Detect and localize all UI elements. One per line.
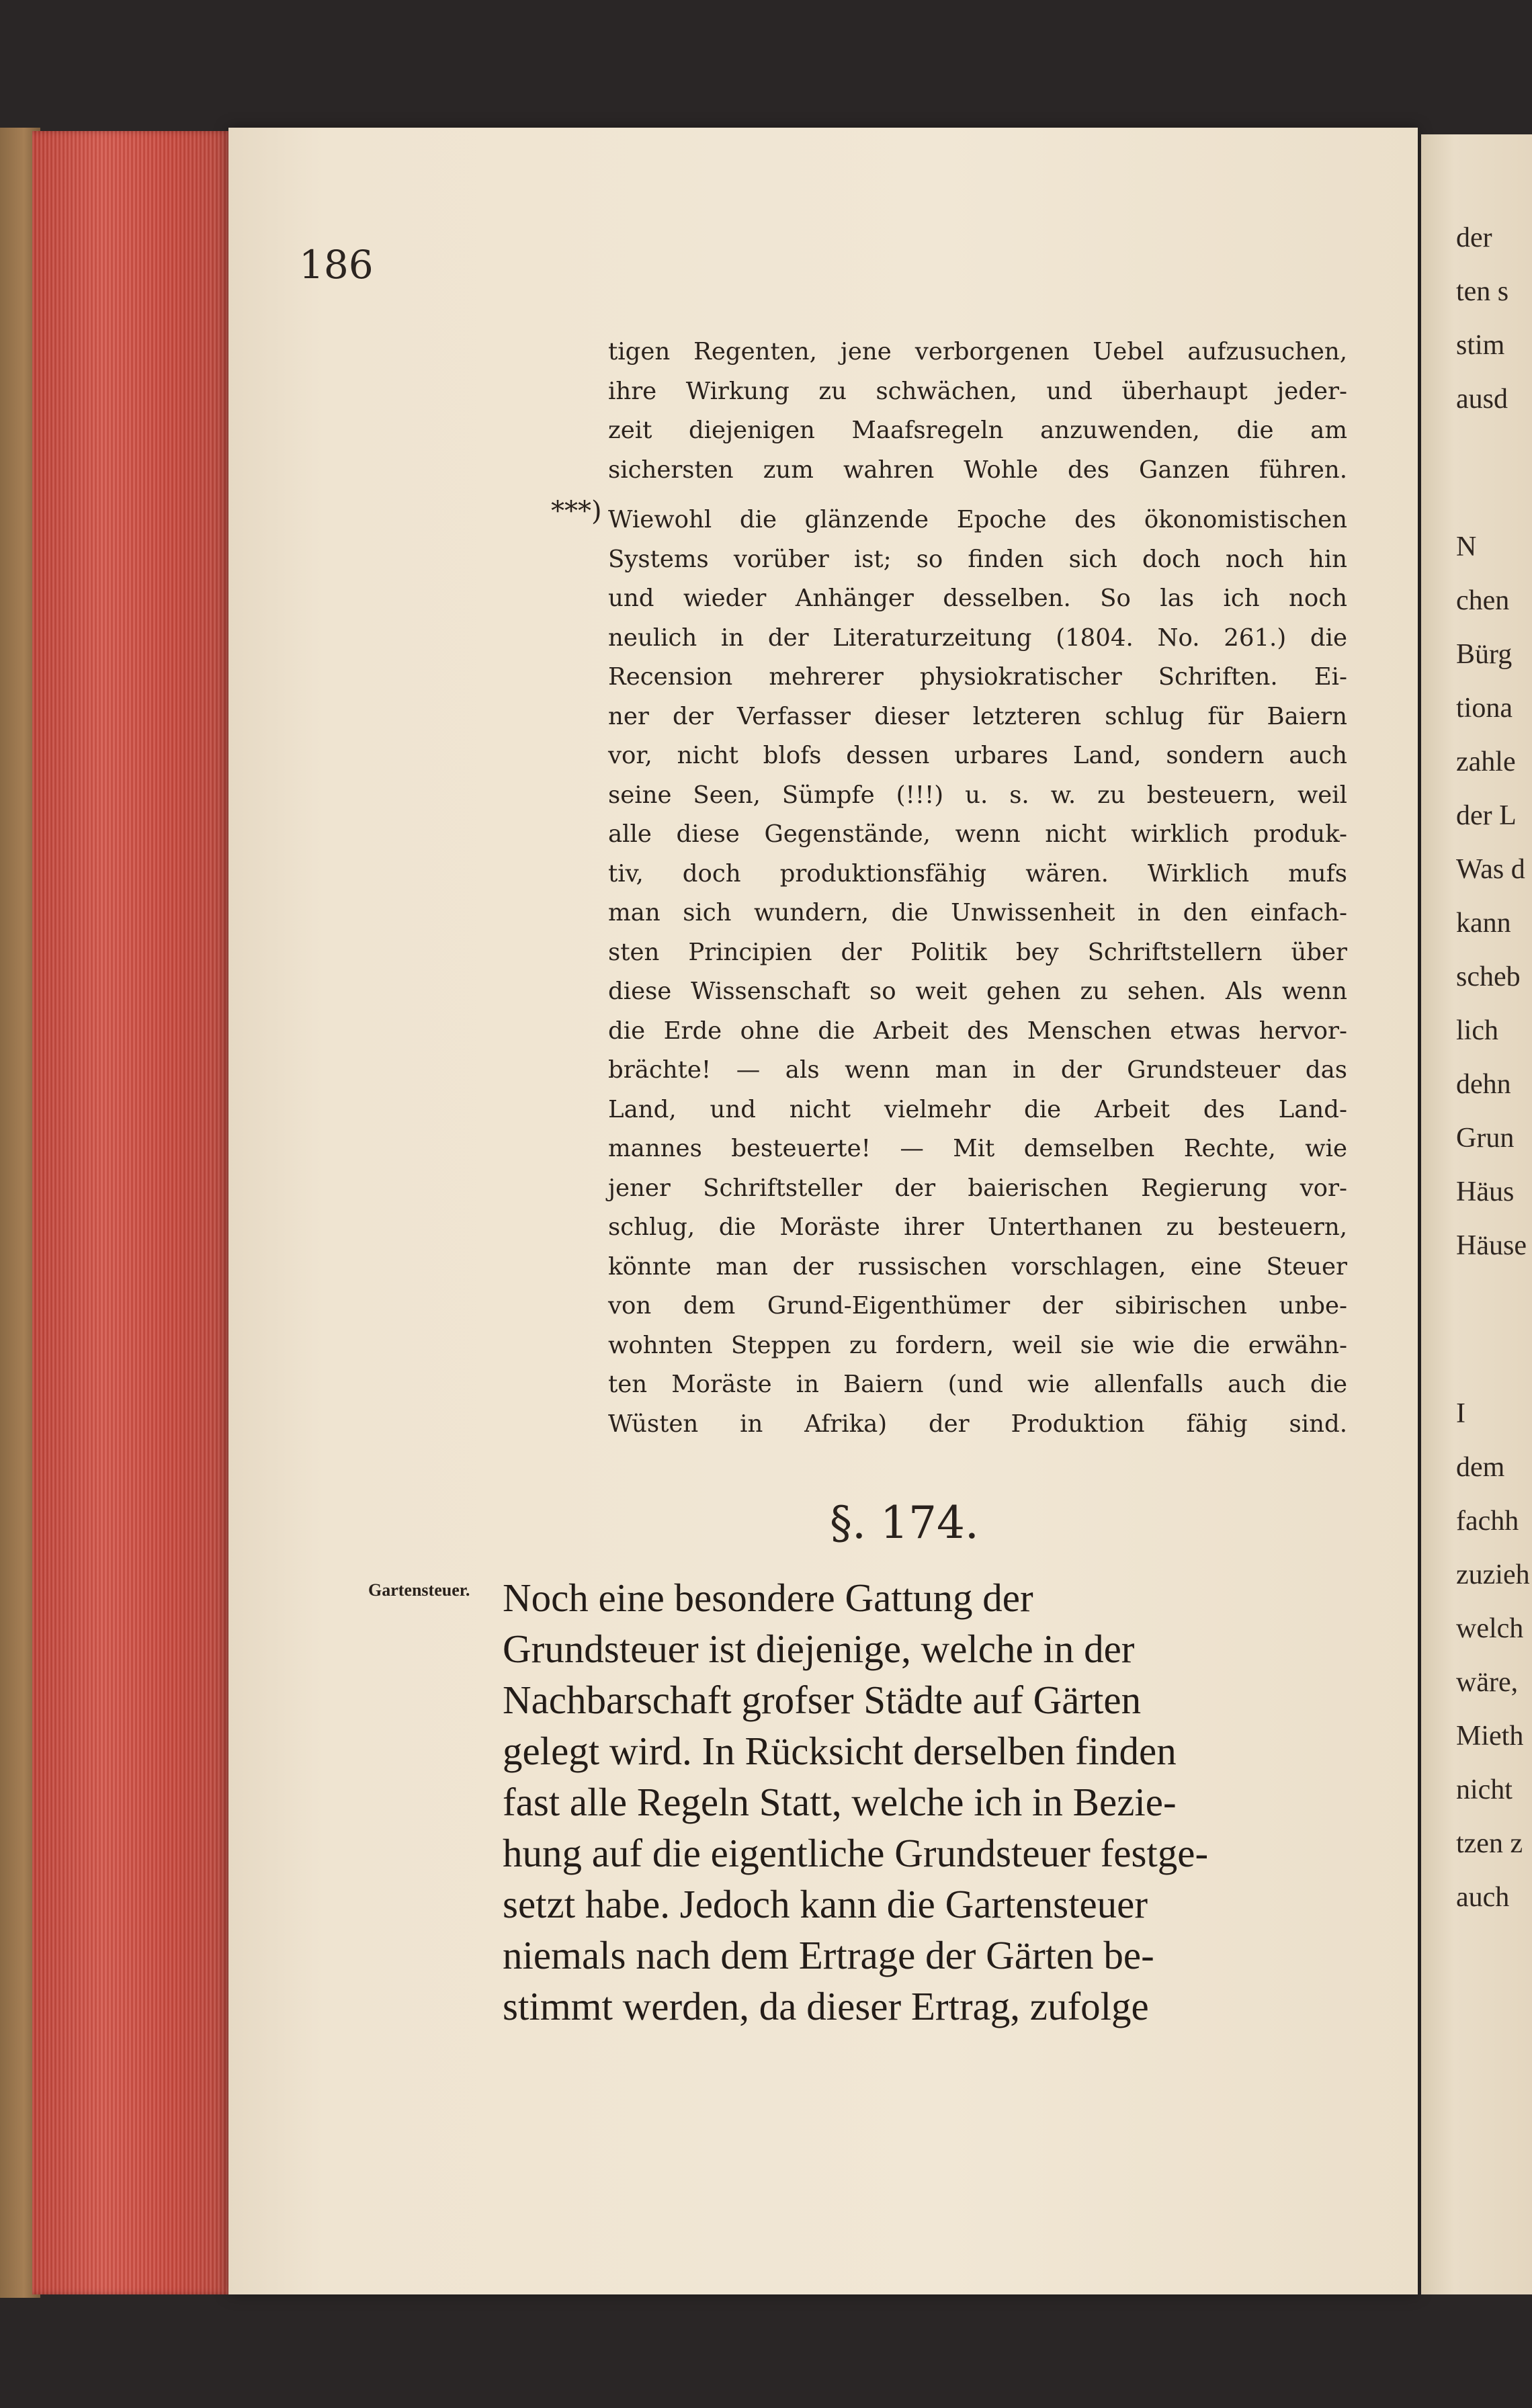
text-line: stimmt werden, da dieser Ertrag, zufolge [503,1984,1149,2028]
text-line: vor, nicht blofs dessen urbares Land, sondern auch [608,742,1347,769]
next-page-fragment: nicht [1456,1774,1513,1805]
text-line: wohnten Steppen zu fordern, weil sie wie die erwähn- [608,1331,1347,1359]
section-heading: §. 174. [830,1497,979,1549]
next-page-fragment: stim [1456,330,1505,361]
text-line: Noch eine besondere Gattung der [503,1576,1033,1620]
text-line: neulich in der Literaturzeitung (1804. No. 261.) die [608,624,1347,652]
footnote-marker: ***) [551,496,602,527]
next-page-fragment: ten s [1456,276,1509,307]
text-line: und wieder Anhänger desselben. So las ich noch [608,585,1347,612]
next-page-fragment: der [1456,222,1492,253]
next-page-strip [1421,134,1532,2294]
text-line: ihre Wirkung zu schwächen, und überhaupt jeder- [608,377,1347,405]
next-page-fragment: Mieth [1456,1721,1524,1752]
text-line: brächte! — als wenn man in der Grundsteuer das [608,1056,1347,1084]
text-line: gelegt wird. In Rücksicht derselben finden [503,1729,1177,1773]
next-page-fragment: der L [1456,800,1517,831]
text-line: man sich wundern, die Unwissenheit in den einfach- [608,899,1347,927]
next-page-fragment: welch [1456,1613,1524,1644]
footnote-continuation [608,333,1347,490]
text-line: tigen Regenten, jene verborgenen Uebel aufzusuchen, [608,338,1347,366]
text-line: schlug, die Moräste ihrer Unterthanen zu besteuern, [608,1213,1347,1241]
next-page-fragment: auch [1456,1882,1510,1913]
next-page-fragment: Was d [1456,854,1525,885]
text-line: Wüsten in Afrika) der Produktion fähig sind. [608,1410,1347,1438]
next-page-fragment: Grun [1456,1123,1515,1154]
text-line: fast alle Regeln Statt, welche ich in Bezie- [503,1780,1177,1824]
next-page-fragment: Häuse [1456,1230,1527,1261]
body-paragraph [503,1572,1336,2032]
next-page-fragment: chen [1456,585,1510,616]
text-line: zeit diejenigen Maafsregeln anzuwenden, die am [608,417,1347,444]
text-line: Recension mehrerer physiokratischer Schriften. Ei- [608,663,1347,691]
text-line: könnte man der russischen vorschlagen, eine Steuer [608,1252,1347,1281]
next-page-fragment: dem [1456,1452,1505,1483]
text-line: von dem Grund-Eigenthümer der sibirischen unbe- [608,1292,1347,1320]
text-line: niemals nach dem Ertrage der Gärten be- [503,1933,1154,1977]
text-line: Systems vorüber ist; so finden sich doch noch hin [608,545,1347,573]
text-line: sichersten zum wahren Wohle des Ganzen führen. [608,456,1347,484]
text-line: setzt habe. Jedoch kann die Gartensteuer [503,1882,1148,1926]
next-page-fragment: N [1456,531,1477,562]
text-line: ten Moräste in Baiern (und wie allenfalls auch die [608,1371,1347,1398]
text-line: Land, und nicht vielmehr die Arbeit des Land- [608,1095,1347,1123]
red-page-edges [32,131,234,2294]
text-line: ner der Verfasser dieser letzteren schlug für Baiern [608,702,1347,730]
next-page-fragment: Häus [1456,1176,1515,1207]
next-page-fragment: dehn [1456,1069,1511,1100]
next-page-fragment: zahle [1456,746,1516,777]
next-page-fragment: zuzieh [1456,1559,1530,1590]
text-line: jener Schriftsteller der baierischen Regierung vor- [608,1174,1347,1202]
footnote-main [608,501,1347,1444]
text-line: Grundsteuer ist diejenige, welche in der [503,1627,1135,1671]
next-page-fragment: scheb [1456,961,1521,992]
text-line: seine Seen, Sümpfe (!!!) u. s. w. zu besteuern, weil [608,781,1347,809]
text-line: mannes besteuerte! — Mit demselben Rechte, wie [608,1135,1347,1162]
next-page-fragment: kann [1456,908,1511,939]
next-page-fragment: fachh [1456,1506,1519,1537]
margin-note: Gartensteuer. [368,1580,470,1600]
next-page-fragment: wäre, [1456,1667,1519,1698]
next-page-fragment: I [1456,1398,1465,1429]
text-line: Nachbarschaft grofser Städte auf Gärten [503,1678,1142,1722]
next-page-fragment: Bürg [1456,639,1513,670]
text-line: tiv, doch produktionsfähig wären. Wirklich mufs [608,859,1347,888]
text-line: diese Wissenschaft so weit gehen zu sehen. Als wenn [608,978,1347,1005]
next-page-fragment: ausd [1456,384,1508,415]
text-line: alle diese Gegenstände, wenn nicht wirklich produk- [608,820,1347,848]
next-page-fragment: tiona [1456,693,1513,724]
page-number: 186 [299,242,374,288]
text-line: Wiewohl die glänzende Epoche des ökonomistischen [608,506,1347,533]
text-line: sten Principien der Politik bey Schriftstellern über [608,938,1347,966]
next-page-fragment: lich [1456,1015,1498,1046]
text-line: hung auf die eigentliche Grundsteuer festge- [503,1831,1209,1875]
next-page-fragment: tzen z [1456,1828,1523,1859]
text-line: die Erde ohne die Arbeit des Menschen etwas hervor- [608,1017,1347,1045]
